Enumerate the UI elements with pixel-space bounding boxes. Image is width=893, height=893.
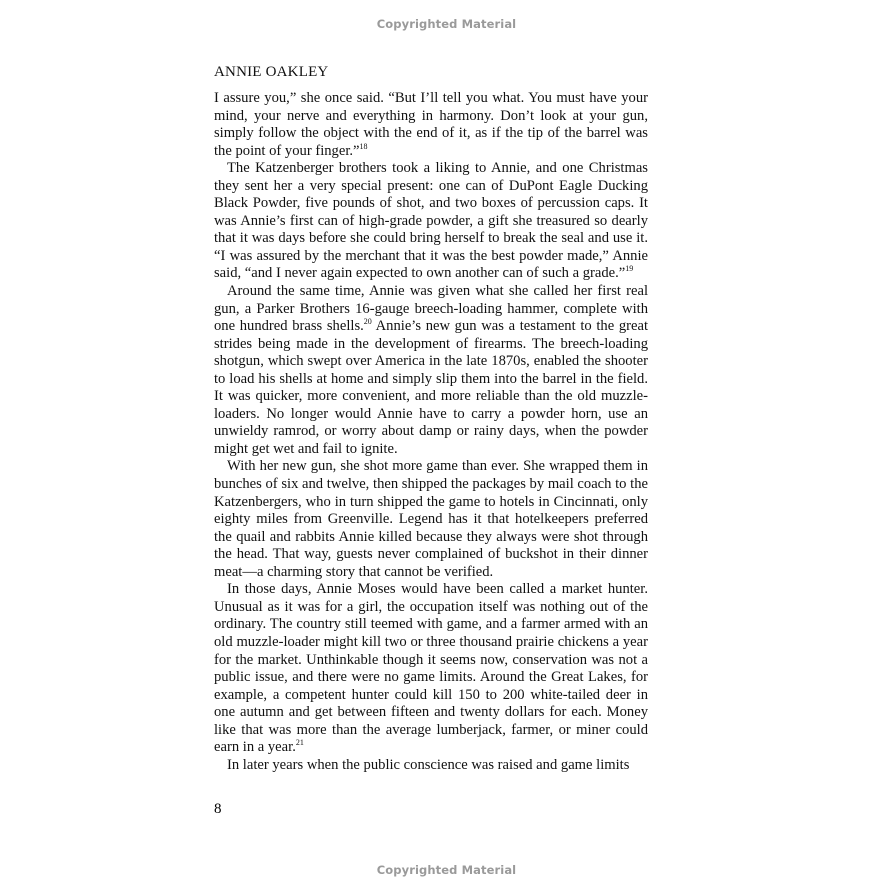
footnote-ref-21: 21 [295,738,304,748]
copyright-watermark-bottom: Copyrighted Material [376,863,517,877]
paragraph-text: I assure you,” she once said. “But I’ll tell you what. You must have your mind, your nerve and everything in harmony. Don’t look at your gun, simply follow the object with the end of it, as if the tip of the barrel was the point of your finger.” [214,90,648,159]
footnote-ref-20: 20 [363,317,372,327]
book-page [214,62,648,774]
paragraph-text: In later years when the public conscience was raised and game limits [227,756,630,773]
paragraph-3 [214,283,648,458]
paragraph-text: The Katzenberger brothers took a liking to Annie, and one Christmas they sent her a very special present: one can of DuPont Eagle Ducking Black Powder, five pounds of shot, and two boxes of percussion caps. It was Annie’s first can of high-grade powder, a gift she treasured so dearly that it was days before she could bring herself to break the seal and use it. “I was assured by the merchant that it was the best powder made,” Annie said, “and I never again expected to own another can of such a grade.” [214,160,648,282]
paragraph-text: Annie’s new gun was a testament to the great strides being made in the development of firearms. The breech-loading shotgun, which swept over America in the late 1870s, enabled the shooter to load his shells at home and simply slip them into the barrel in the field. It was quicker, more convenient, and more reliable than the old muzzle-loaders. No longer would Annie have to carry a powder horn, use an unwieldy ramrod, or worry about damp or rainy days, when the powder might get wet and fail to ignite. [214,318,648,457]
paragraph-text: With her new gun, she shot more game than ever. She wrapped them in bunches of six and twelve, then shipped the packages by mail coach to the Katzenbergers, who in turn shipped the game to hotels in Cincinnati, only eighty miles from Greenville. Legend has it that hotelkeepers preferred the quail and rabbits Annie killed because they always were shot through the head. That way, guests never complained of buckshot in their dinner meat—a charming story that cannot be verified. [214,458,648,580]
page-number: 8 [214,801,222,817]
paragraph-2 [214,160,648,283]
copyright-watermark-top: Copyrighted Material [376,17,517,31]
paragraph-4 [214,458,648,581]
paragraph-text: Around the same time, Annie was given what she called her first real gun, a Parker Brothers 16-gauge breech-loading hammer, complete with one hundred brass shells. [214,283,648,335]
paragraph-6 [214,757,648,775]
footnote-ref-18: 18 [359,141,368,151]
paragraph-text: In those days, Annie Moses would have been called a market hunter. Unusual as it was for a girl, the occupation itself was nothing out of the ordinary. The country still teemed with game, and a farmer armed with an old muzzle-loader might kill two or three thousand prairie chickens a year for the market. Unthinkable though it seems now, conservation was not a public issue, and there were no game limits. Around the Great Lakes, for example, a competent hunter could kill 150 to 200 white-tailed deer in one autumn and get between fifteen and twenty dollars for each. Money like that was more than the average lumberjack, farmer, or miner could earn in a year. [214,581,648,756]
body-text [214,90,648,774]
paragraph-1 [214,90,648,160]
footnote-ref-19: 19 [625,264,634,274]
paragraph-5 [214,581,648,756]
running-head: ANNIE OAKLEY [214,64,329,80]
